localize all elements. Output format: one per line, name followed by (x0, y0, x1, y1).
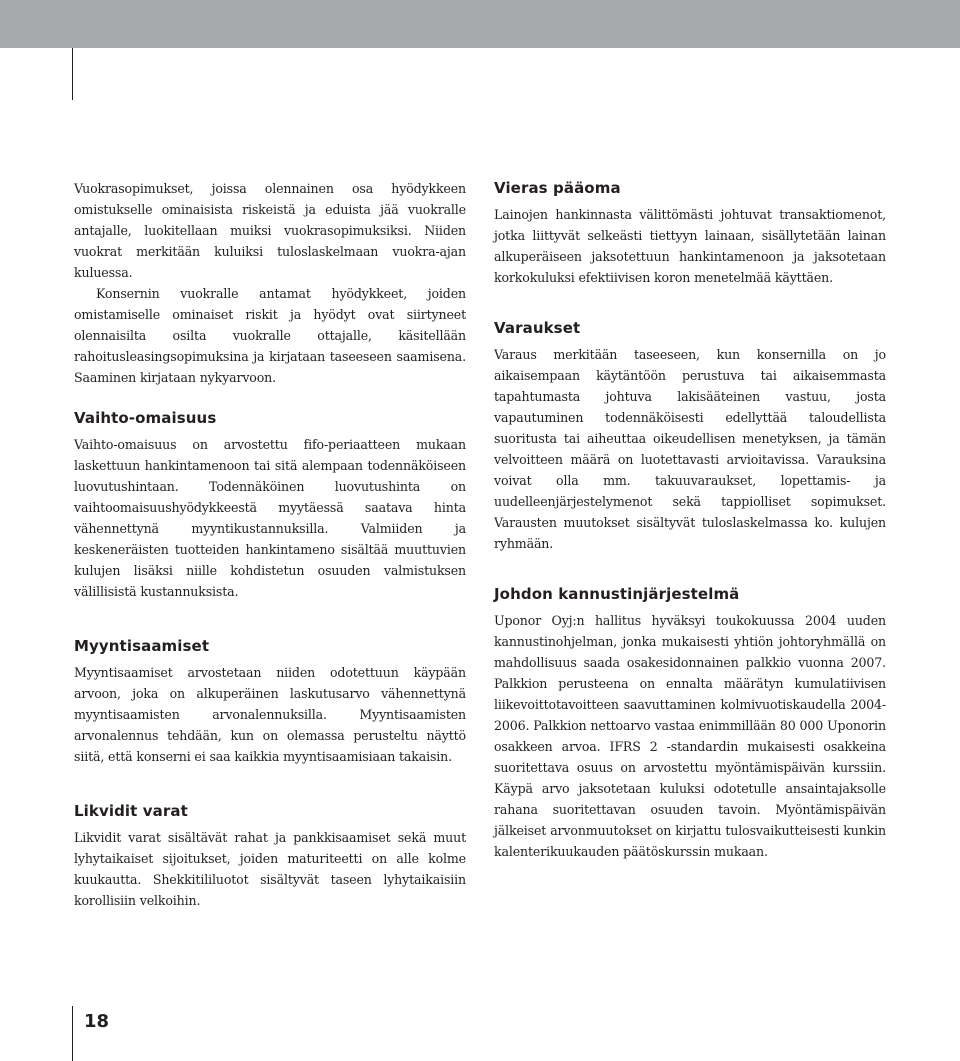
section-paragraph: Myyntisaamiset arvostetaan niiden odotettuun käypään arvoon, joka on alkuperäinen laskutusarvo vähennettynä myyntisaamisten arvonalennuksilla. Myyntisaamisten arvonalennus tehdään, kun on olemassa perusteltu näyttö siitä, että konserni ei saa kaikkia myyntisaamisiaan takaisin. (74, 665, 466, 764)
header-band (0, 0, 960, 48)
section-likvidit-varat (74, 801, 466, 911)
footer-rule (72, 1006, 73, 1061)
section-heading: Johdon kannustinjärjestelmä (494, 585, 740, 603)
section-heading: Varaukset (494, 319, 581, 337)
section-heading: Myyntisaamiset (74, 637, 210, 655)
section-heading: Likvidit varat (74, 802, 188, 820)
section-vieras-paaoma (494, 178, 886, 288)
section-heading: Vieras pääoma (494, 179, 621, 197)
section-paragraph: Uponor Oyj:n hallitus hyväksyi toukokuussa 2004 uuden kannustinohjelman, jonka mukaisesti yhtiön johtoryhmällä on mahdollisuus saada osakesidonnainen palkkio vuonna 2007. Palkkion perusteena on ennalta määrätyn kumulatiivisen liikevoittotavoitteen saavuttaminen kolmivuotiskaudella 2004-2006. Palkkion nettoarvo vastaa enimmillään 80 000 Uponorin osakkeen arvoa. IFRS 2 -standardin mukaisesti osakkeina suoritettava osuus on arvostettu myöntämispäivän kurssiin. Käypä arvo jaksotetaan kuluksi odotetulle ansaintajaksolle rahana suoritettavan osuuden tavoin. Myöntämispäivän jälkeiset arvonmuutokset on kirjattu tulosvaikutteisesti kunkin kalenterikuukauden päätöskurssin mukaan. (494, 613, 886, 859)
section-vaihto-omaisuus (74, 408, 466, 602)
intro-paragraph-1: Vuokrasopimukset, joissa olennainen osa hyödykkeen omistukselle ominaisista riskeistä ja eduista jää vuokralle antajalle, luokitellaan muiksi vuokrasopimuksiksi. Niiden vuokrat merkitään kuluiksi tuloslaskelmaan vuokra-ajan kuluessa. (74, 181, 466, 280)
section-johdon-kannustinjarjestelma (494, 584, 886, 862)
section-varaukset (494, 318, 886, 554)
section-paragraph: Varaus merkitään taseeseen, kun konsernilla on jo aikaisempaan käytäntöön perustuva tai aikaisemmasta tapahtumasta johtuva lakisääteinen vastuu, josta vapautuminen todennäköisesti edellyttää taloudellista suoritusta tai aiheuttaa oikeudellisen menetyksen, ja tämän velvoitteen määrä on luotettavasti arvioitavissa. Varauksina voivat olla mm. takuuvaraukset, lopettamis- ja uudelleenjärjestelymenot sekä tappiolliset sopimukset. Varausten muutokset sisältyvät tuloslaskelmassa ko. kulujen ryhmään. (494, 347, 886, 551)
section-paragraph: Likvidit varat sisältävät rahat ja pankkisaamiset sekä muut lyhytaikaiset sijoitukset, joiden maturiteetti on alle kolme kuukautta. Shekkitililuotot sisältyvät taseen lyhytaikaisiin korollisiin velkoihin. (74, 830, 466, 908)
section-myyntisaamiset (74, 636, 466, 767)
left-column (74, 178, 466, 911)
section-heading: Vaihto-omaisuus (74, 409, 217, 427)
section-paragraph: Vaihto-omaisuus on arvostettu fifo-periaatteen mukaan laskettuun hankintamenoon tai sitä alempaan todennäköiseen luovutushintaan. Todennäköinen luovutushinta on vaihtoomaisuushyödykkeestä myytäessä saatava hinta vähennettynä myyntikustannuksilla. Valmiiden ja keskeneräisten tuotteiden hankintameno sisältää muuttuvien kulujen lisäksi niille kohdistetun osuuden valmistuksen välillisistä kustannuksista. (74, 437, 466, 599)
intro-paragraph-2: Konsernin vuokralle antamat hyödykkeet, joiden omistamiselle ominaiset riskit ja hyödyt ovat siirtyneet olennaisilta osilta vuokralle ottajalle, käsitellään rahoitusleasingsopimuksina ja kirjataan taseeseen saamisena. Saaminen kirjataan nykyarvoon. (74, 286, 466, 385)
header-rule (72, 48, 73, 100)
right-column (494, 178, 886, 862)
page-number: 18 (84, 1011, 110, 1032)
section-paragraph: Lainojen hankinnasta välittömästi johtuvat transaktiomenot, jotka liittyvät selkeästi tiettyyn lainaan, sisällytetään lainan alkuperäiseen jaksotettuun hankintamenoon ja jaksotetaan korkokuluksi efektiivisen koron menetelmää käyttäen. (494, 207, 886, 285)
